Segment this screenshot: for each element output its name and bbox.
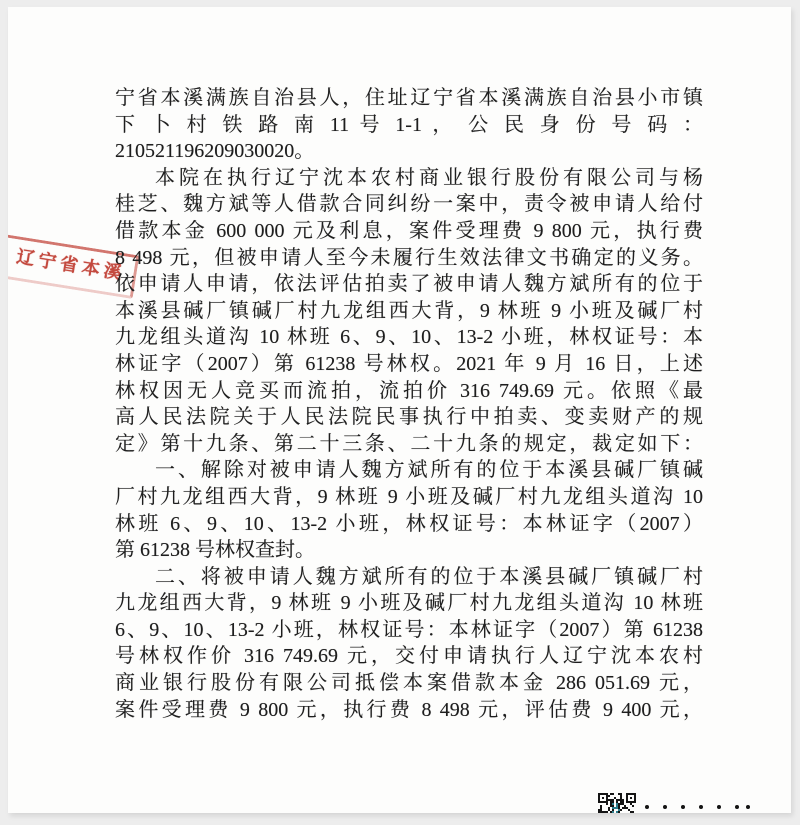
text-line: 借款本金 600 000 元及利息，案件受理费 9 800 元，执行费 — [115, 219, 703, 242]
text-line: 号林权作价 316 749.69 元，交付申请执行人辽宁沈本农村 — [115, 645, 703, 668]
text-line: 林证字（2007）第 61238 号林权。2021 年 9 月 16 日，上述 — [115, 352, 703, 375]
text-line: 依申请人申请，依法评估拍卖了被申请人魏方斌所有的位于 — [115, 273, 703, 296]
dot-marker — [717, 805, 721, 809]
text-line: 林权因无人竞买而流拍，流拍价 316 749.69 元。依照《最 — [115, 379, 703, 402]
text-line: 定》第十九条、第二十三条、二十九条的规定，裁定如下： — [115, 432, 703, 455]
text-line: 宁省本溪满族自治县人，住址辽宁省本溪满族自治县小市镇 — [115, 87, 703, 109]
dot-marker — [681, 805, 685, 809]
text-line: 6、9、10、13-2 小班，林权证号：本林证字（2007）第 61238 — [115, 618, 703, 641]
dot-markers — [645, 805, 750, 809]
document-body-text — [115, 85, 703, 723]
text-line: 商业银行股份有限公司抵偿本案借款本金 286 051.69 元， — [115, 672, 703, 695]
text-line: 本院在执行辽宁沈本农村商业银行股份有限公司与杨 — [155, 166, 703, 189]
text-line: 九龙组西大背，9 林班 9 小班及碱厂村九龙组头道沟 10 林班 — [115, 592, 703, 615]
text-line: 下 卜 村 铁 路 南 11 号 1-1 ， 公 民 身 份 号 码 ： — [115, 113, 703, 136]
text-line: 高人民法院关于人民法院民事执行中拍卖、变卖财产的规 — [115, 406, 703, 429]
text-line: 林班 6、9、10、13-2 小班，林权证号：本林证字（2007） — [115, 512, 703, 535]
stamp-text: 辽宁省本溪 — [15, 246, 127, 284]
text-line: 二、将被申请人魏方斌所有的位于本溪县碱厂镇碱厂村 — [155, 565, 703, 588]
text-line: 案件受理费 9 800 元，执行费 8 498 元，评估费 9 400 元， — [115, 698, 703, 721]
text-line: 九龙组头道沟 10 林班 6、9、10、13-2 小班，林权证号：本 — [115, 326, 703, 349]
text-line: 一、解除对被申请人魏方斌所有的位于本溪县碱厂镇碱 — [155, 459, 703, 482]
document-page — [8, 7, 791, 813]
text-line: 第 61238 号林权查封。 — [115, 539, 315, 562]
qr-code-icon — [598, 793, 636, 813]
dot-marker — [645, 805, 649, 809]
dot-marker — [746, 805, 750, 809]
text-line: 厂村九龙组西大背，9 林班 9 小班及碱厂村九龙组头道沟 10 — [115, 485, 703, 508]
dot-marker — [735, 805, 739, 809]
text-line: 8 498 元，但被申请人至今未履行生效法律文书确定的义务。 — [115, 246, 703, 269]
dot-marker — [663, 805, 667, 809]
text-line: 桂芝、魏方斌等人借款合同纠纷一案中，责令被申请人给付 — [115, 193, 703, 216]
text-line: 本溪县碱厂镇碱厂村九龙组西大背，9 林班 9 小班及碱厂村 — [115, 299, 703, 322]
dot-marker — [699, 805, 703, 809]
text-line: 210521196209030020。 — [115, 140, 315, 163]
